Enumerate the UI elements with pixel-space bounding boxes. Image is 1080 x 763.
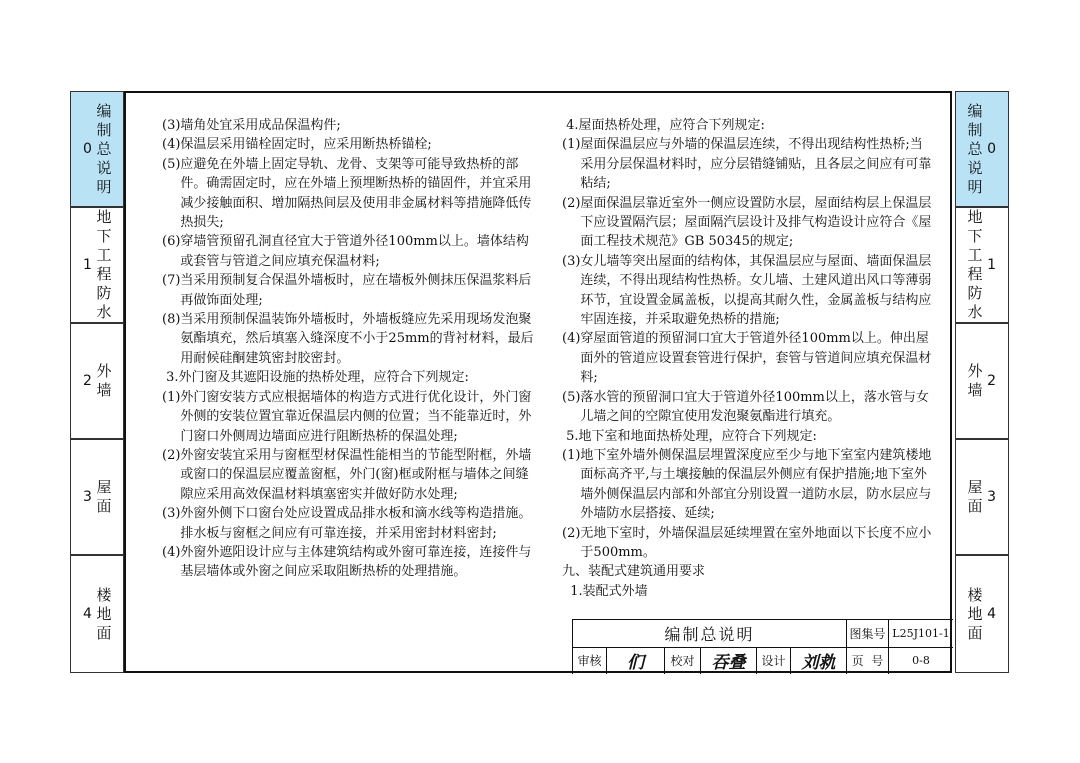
- item-text: 女儿墙等突出屋面的结构体，其保温层应与屋面、墙面保温层连续，不得出现结构性热桥。女儿墙、土建风道出风口等薄弱环节，宜设置金属盖板，以提高其耐久性，金属盖板与结构应牢固连接，并采取避免热桥的措施;: [580, 253, 932, 328]
- item-text: 外窗外遮阳设计应与主体建筑结构或外窗可靠连接，连接件与基层墙体或外窗之间应采取阻断热桥的处理措施。: [180, 544, 532, 580]
- review-signature: 们: [607, 647, 665, 674]
- item-text: 保温层采用锚栓固定时，应采用断热桥锚栓;: [180, 137, 432, 153]
- atlas-label: 图集号: [847, 620, 889, 647]
- tab-label-char: 地: [967, 604, 983, 623]
- section-heading: 5.地下室和地面热桥处理，应符合下列规定:: [562, 428, 817, 444]
- item-text: 外窗外侧下口窗台处应设置成品排水板和滴水线等构造措施。排水板与窗框之间应有可靠连接，并采用密封材料密封;: [180, 506, 532, 541]
- tab-label-char: 地: [96, 208, 112, 226]
- tab-label-char: 楼: [96, 585, 112, 604]
- item-text: 外门窗安装方式应根据墙体的构造方式进行优化设计，外门窗外侧的安装位置宜靠近保温层内侧的位置；当不能靠近时，外门窗口外侧周边墙面应进行阻断热桥的保温处理;: [180, 389, 532, 444]
- item-text: 穿屋面管道的预留洞口宜大于管道外径100mm以上。伸出屋面外的管道应设置套管进行保护，套管与管道间应填充保温材料;: [580, 331, 932, 386]
- tab-label-char: 面: [967, 623, 983, 642]
- tab-label-char: 工: [967, 246, 983, 264]
- tab-label-char: 屋: [967, 478, 983, 496]
- review-label: 审核: [573, 647, 607, 674]
- tab-section-label: [967, 478, 982, 516]
- tab-label-char: 屋: [96, 478, 112, 496]
- item-marker: (4): [162, 544, 181, 560]
- item-marker: (4): [562, 331, 581, 347]
- right-tab-section-3[interactable]: [955, 439, 1009, 555]
- tab-label-char: 下: [967, 227, 983, 245]
- item-marker: (8): [162, 312, 181, 328]
- item-text: 地下室外墙外侧保温层埋置深度应至少与地下室室内建筑楼地面标高齐平,与土壤接触的保温层外侧应有保护措施;地下室外墙外侧保温层内部和外部宜分别设置一道防水层，防水层应与外墙防水层搭接、延续;: [580, 447, 932, 522]
- item-text: 外窗安装宜采用与窗框型材保温性能相当的节能型附框，外墙或窗口的保温层应覆盖窗框，外门(窗)框或附框与墙体之间缝隙应采用高效保温材料填塞密实并做好防水处理;: [180, 447, 532, 502]
- spec-item: [162, 232, 536, 271]
- tab-label-char: 总: [96, 139, 112, 158]
- item-marker: (1): [162, 389, 181, 405]
- check-signature: 吞叠: [701, 647, 757, 674]
- tab-label-char: 水: [96, 303, 112, 321]
- spec-item: [162, 155, 536, 233]
- text-column-left: [162, 116, 536, 582]
- tab-section-label: [967, 208, 982, 322]
- tab-label-char: 楼: [967, 585, 983, 604]
- item-marker: (2): [562, 195, 581, 211]
- item-text: 墙角处宜采用成品保温构件;: [180, 118, 341, 133]
- tab-section-label: [967, 586, 982, 643]
- spec-item: [562, 194, 932, 252]
- item-text: 无地下室时，外墙保温层延续埋置在室外地面以下长度不应小于500mm。: [580, 525, 932, 560]
- title-block: [572, 619, 953, 674]
- tab-section-label: [967, 102, 982, 197]
- item-marker: (7): [162, 273, 181, 289]
- tab-label-char: 防: [96, 284, 112, 302]
- item-marker: (3): [162, 506, 181, 522]
- tab-label-char: 程: [967, 265, 983, 283]
- tab-label-char: 面: [96, 623, 112, 642]
- left-tab-section-2[interactable]: [70, 323, 124, 439]
- tab-label-char: 地: [96, 604, 112, 623]
- spec-item: [562, 252, 932, 330]
- atlas-number: L25J101-1: [892, 627, 950, 640]
- spec-item: [162, 310, 536, 368]
- item-marker: (6): [162, 234, 181, 250]
- text-column-right: [562, 116, 932, 601]
- item-text: 当采用预制复合保温外墙板时，应在墙板外侧抹压保温浆料后再做饰面处理;: [180, 273, 532, 308]
- item-text: 屋面保温层靠近室外一侧应设置防水层，屋面结构层上保温层下应设置隔汽层；屋面隔汽层设计及排气构造设计应符合《屋面工程技术规范》GB 50345的规定;: [580, 195, 932, 250]
- tab-label-char: 下: [96, 227, 112, 245]
- spec-item: [562, 524, 932, 563]
- spec-item: [162, 446, 536, 504]
- drawing-frame: [124, 91, 952, 673]
- item-text: 屋面保温层应与外墙的保温层连续，不得出现结构性热桥;当采用分层保温材料时，应分层错缝铺贴，且各层之间应有可靠粘结;: [580, 137, 932, 192]
- spec-item: [162, 271, 536, 310]
- tab-section-number: 2: [83, 373, 92, 389]
- tab-label-char: 工: [96, 246, 112, 264]
- section-heading: 3.外门窗及其遮阳设施的热桥处理，应符合下列规定:: [162, 370, 469, 386]
- tab-section-label: [967, 362, 982, 400]
- tab-label-char: 水: [967, 303, 983, 321]
- tab-label-char: 防: [967, 284, 983, 302]
- spec-item: [162, 543, 536, 582]
- section-heading: 4.屋面热桥处理，应符合下列规定:: [562, 118, 765, 133]
- left-tab-section-3[interactable]: [70, 439, 124, 555]
- right-tab-section-2[interactable]: [955, 323, 1009, 439]
- tab-section-number: 0: [987, 141, 996, 157]
- tab-label-char: 墙: [967, 381, 983, 399]
- tab-label-char: 编: [967, 101, 983, 120]
- section-heading: 九、装配式建筑通用要求: [562, 564, 706, 580]
- tab-section-number: 4: [987, 606, 996, 622]
- tab-section-label: [96, 586, 111, 643]
- design-signature: 刘㐜: [791, 647, 847, 674]
- item-marker: (5): [562, 389, 581, 405]
- item-marker: (4): [162, 137, 181, 153]
- left-tab-section-1[interactable]: [70, 207, 124, 323]
- spec-item: [562, 135, 932, 193]
- item-text: 穿墙管预留孔洞直径宜大于管道外径100mm以上。墙体结构或套管与管道之间应填充保温材料;: [180, 234, 529, 269]
- tab-label-char: 说: [96, 158, 112, 177]
- section-heading: 1.装配式外墙: [562, 583, 648, 599]
- spec-item: [562, 446, 932, 524]
- spec-item: [562, 388, 932, 427]
- tab-section-number: 3: [987, 489, 996, 505]
- spec-item: [162, 135, 536, 154]
- tab-label-char: 外: [967, 362, 983, 380]
- tab-section-number: 2: [987, 373, 996, 389]
- right-tab-section-0[interactable]: [955, 91, 1009, 207]
- spec-item: [162, 504, 536, 543]
- page-number: 0-8: [912, 654, 930, 667]
- item-marker: (2): [562, 525, 581, 541]
- tab-label-char: 面: [96, 497, 112, 515]
- left-tab-section-0[interactable]: [70, 91, 124, 207]
- spec-item: [562, 329, 932, 387]
- title-block-row-2: [573, 647, 953, 674]
- right-tab-section-4[interactable]: [955, 555, 1009, 673]
- item-text: 落水管的预留洞口宜大于管道外径100mm以上，落水管与女儿墙之间的空隙宜使用发泡聚氨酯进行填充。: [580, 389, 929, 425]
- item-text: 当采用预制保温装饰外墙板时，外墙板缝应先采用现场发泡聚氨酯填充，然后填塞入缝深度不小于25mm的背衬材料，最后用耐候硅酮建筑密封胶密封。: [180, 312, 534, 366]
- tab-section-label: [96, 478, 111, 516]
- spec-item: [162, 116, 536, 135]
- tab-section-number: 4: [83, 606, 92, 622]
- check-label: 校对: [665, 647, 701, 674]
- item-marker: (1): [562, 447, 581, 463]
- tab-section-number: 1: [987, 257, 996, 273]
- tab-label-char: 外: [96, 362, 112, 380]
- spec-item: [162, 388, 536, 446]
- item-marker: (3): [162, 118, 181, 133]
- item-marker: (2): [162, 447, 181, 463]
- tab-section-number: 0: [83, 141, 92, 157]
- tab-label-char: 面: [967, 497, 983, 515]
- right-tab-section-1[interactable]: [955, 207, 1009, 323]
- item-text: 应避免在外墙上固定导轨、龙骨、支架等可能导致热桥的部件。确需固定时，应在外墙上预埋断热桥的锚固件，并宜采用减少接触面积、增加隔热间层及使用非金属材料等措施降低传热损失;: [180, 156, 532, 231]
- tab-label-char: 地: [967, 208, 983, 226]
- tab-section-number: 3: [83, 489, 92, 505]
- tab-label-char: 制: [96, 120, 112, 139]
- tab-label-char: 明: [96, 177, 112, 196]
- tab-label-char: 编: [96, 101, 112, 120]
- item-marker: (1): [562, 137, 581, 153]
- tab-section-label: [96, 362, 111, 400]
- tab-label-char: 说: [967, 158, 983, 177]
- tab-label-char: 明: [967, 177, 983, 196]
- tab-section-label: [96, 102, 111, 197]
- tab-label-char: 程: [96, 265, 112, 283]
- tab-label-char: 制: [967, 120, 983, 139]
- design-label: 设计: [757, 647, 791, 674]
- left-tab-section-4[interactable]: [70, 555, 124, 673]
- tab-section-label: [96, 208, 111, 322]
- tab-section-number: 1: [83, 257, 92, 273]
- item-marker: (5): [162, 156, 181, 172]
- tab-label-char: 总: [967, 139, 983, 158]
- drawing-title: 编制总说明: [573, 620, 847, 647]
- item-marker: (3): [562, 253, 581, 269]
- tab-label-char: 墙: [96, 381, 112, 399]
- title-block-row-1: [573, 620, 953, 648]
- page-label: 页 号: [847, 647, 889, 674]
